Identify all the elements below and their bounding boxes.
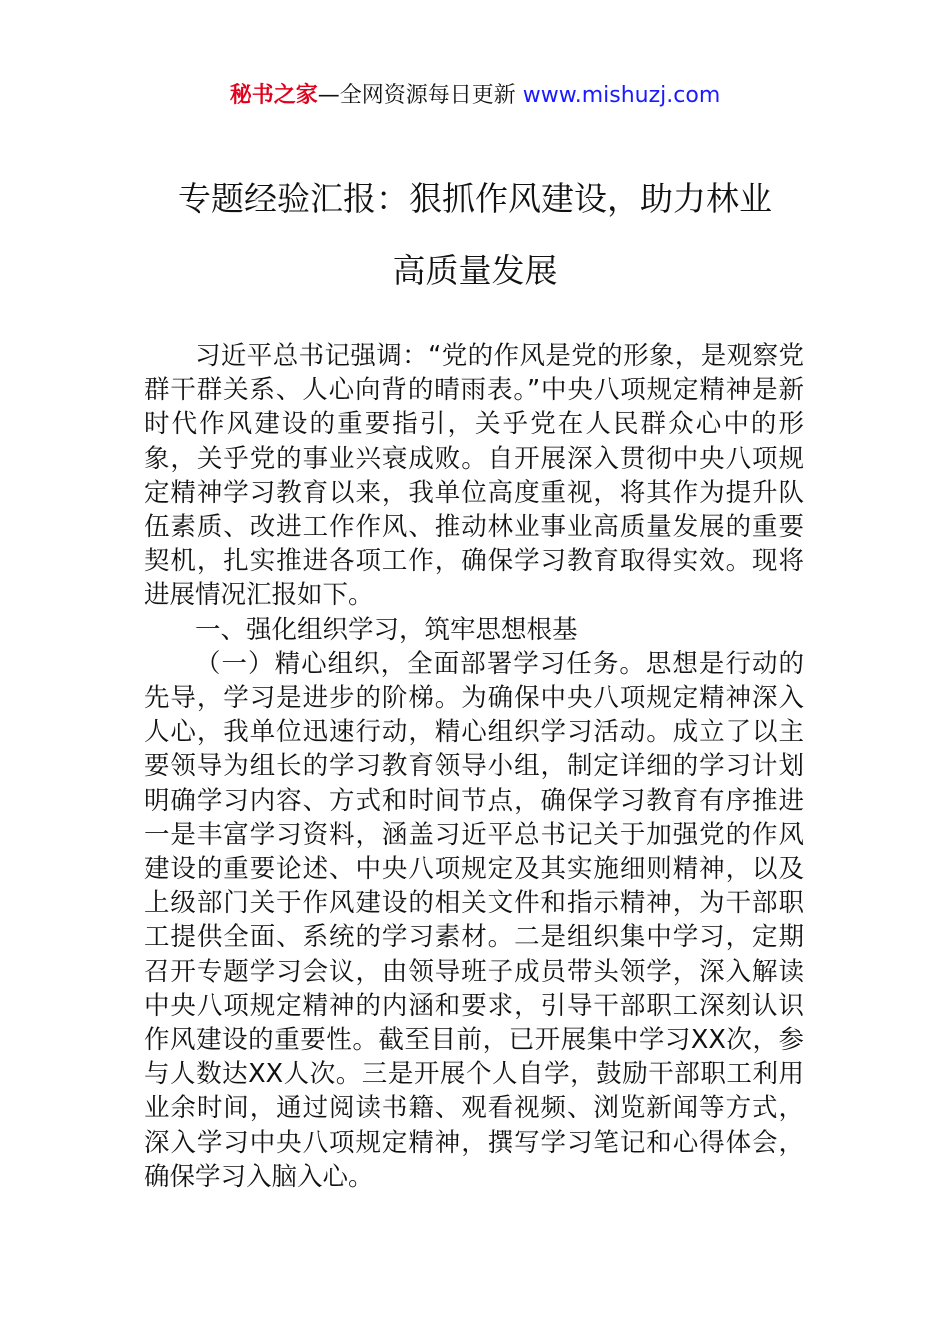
- title-line-1: 专题经验汇报：狠抓作风建设，助力林业: [178, 179, 772, 218]
- document-title: [100, 176, 850, 294]
- site-tagline: —全网资源每日更新: [317, 83, 523, 108]
- site-header: [0, 80, 950, 112]
- section-heading: 一、强化组织学习，筑牢思想根基: [195, 614, 578, 645]
- title-line-2: 高质量发展: [392, 251, 558, 290]
- site-brand: 秘书之家: [229, 83, 318, 108]
- intro-paragraph: 习近平总书记强调：“党的作风是党的形象，是观察党群干群关系、人心向背的晴雨表。”中央八项规定精神是新时代作风建设的重要指引，关乎党在人民群众心中的形象，关乎党的事业兴衰成败。自开展深入贯彻中央八项规定精神学习教育以来，我单位高度重视，将其作为提升队伍素质、改进工作作风、推动林业事业高质量发展的重要契机，扎实推进各项工作，确保学习教育取得实效。现将进展情况汇报如下。: [144, 341, 804, 611]
- section-paragraph: （一）精心组织，全面部署学习任务。思想是行动的先导，学习是进步的阶梯。为确保中央八项规定精神深入人心，我单位迅速行动，精心组织学习活动。成立了以主要领导为组长的学习教育领导小组，制定详细的学习计划明确学习内容、方式和时间节点，确保学习教育有序推进一是丰富学习资料，涵盖习近平总书记关于加强党的作风建设的重要论述、中央八项规定及其实施细则精神，以及上级部门关于作风建设的相关文件和指示精神，为干部职工提供全面、系统的学习素材。二是组织集中学习，定期召开专题学习会议，由领导班子成员带头领学，深入解读中央八项规定精神的内涵和要求，引导干部职工深刻认识作风建设的重要性。截至目前，已开展集中学习XX次，参与人数达XX人次。三是开展个人自学，鼓励干部职工利用业余时间，通过阅读书籍、观看视频、浏览新闻等方式，深入学习中央八项规定精神，撰写学习笔记和心得体会，确保学习入脑入心。: [144, 648, 804, 1192]
- site-url-link[interactable]: www.mishuzj.com: [522, 83, 721, 108]
- document-body: [144, 339, 804, 1194]
